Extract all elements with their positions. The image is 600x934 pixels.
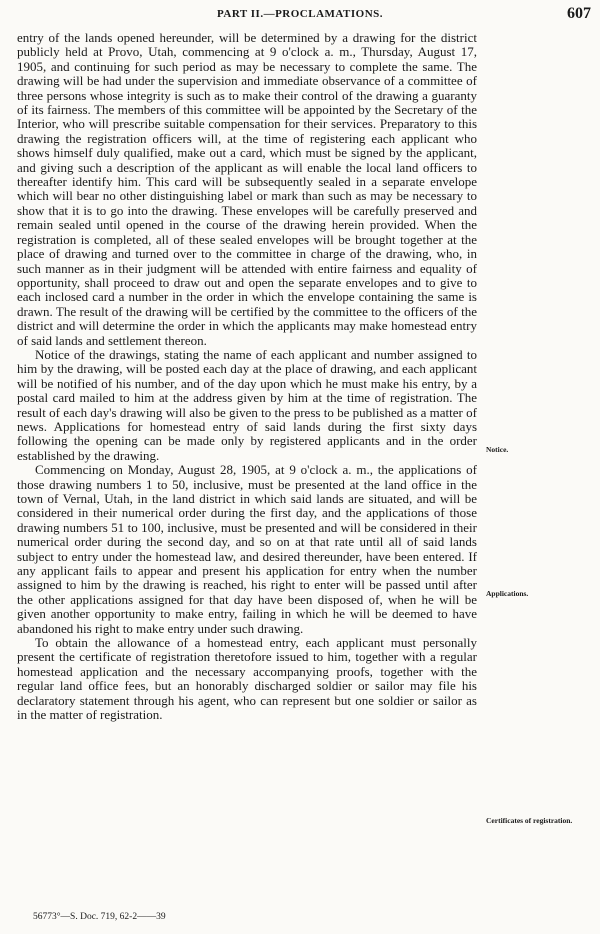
page-header bbox=[0, 5, 600, 28]
margin-note-notice: Notice. bbox=[486, 445, 509, 454]
paragraph-drawing: entry of the lands opened hereunder, will be determined by a drawing for the district publicly held at Provo, Utah, commencing at 9 o'clock a. m., Thursday, August 17, 1905, and continuing for such period as may be necessary to complete the same. The drawing will be had under the supervision and immediate observance of a committee of three persons whose integrity is such as to make their control of the drawing a guaranty of its fairness. The members of this committee will be appointed by the Secretary of the Interior, who will prescribe suitable compensation for their services. Preparatory to this drawing the registration officers will, at the time of registering each applicant who shows himself duly qualified, make out a card, which must be signed by the applicant, and giving such a description of the applicant as will enable the local land officers to thereafter identify him. This card will be subsequently sealed in a separate envelope which will bear no other distinguishing label or mark than such as may be necessary to show that it is to go into the drawing. These envelopes will be carefully preserved and remain sealed until opened in the course of the drawing herein provided. When the registration is completed, all of these sealed envelopes will be brought together at the place of drawing and turned over to the committee in charge of the drawing, who, in such manner as in their judgment will be attended with entire fairness and equality of opportunity, shall proceed to draw out and open the separate envelopes and to give to each inclosed card a number in the order in which the envelope containing the same is drawn. The result of the drawing will be certified by the committee to the officers of the district and will determine the order in which the applicants may make homestead entry of said lands and settlement thereon. bbox=[17, 30, 477, 348]
signature-mark: 56773°—S. Doc. 719, 62-2——39 bbox=[33, 912, 166, 922]
page-number: 607 bbox=[567, 5, 591, 22]
paragraph-certificates: To obtain the allowance of a homestead entry, each applicant must personally present the certificate of registration theretofore issued to him, together with a regular homestead application and the necessary accompanying proofs, together with the regular land office fees, but an honorably discharged soldier or sailor may file his declaratory statement through his agent, who can represent but one soldier or sailor as in the matter of registration. bbox=[17, 635, 477, 723]
body-text bbox=[17, 31, 477, 723]
running-title: PART II.—PROCLAMATIONS. bbox=[216, 8, 384, 20]
paragraph-applications: Commencing on Monday, August 28, 1905, at 9 o'clock a. m., the applications of those drawing numbers 1 to 50, inclusive, must be presented at the land office in the town of Vernal, Utah, in the land district in which said lands are situated, and will be considered in their numerical order during the first day, and the applications of those drawing numbers 51 to 100, inclusive, must be presented and will be considered in their numerical order during the second day, and so on at that rate until all of said lands subject to entry under the homestead law, and desired thereunder, have been entered. If any applicant fails to appear and present his application for entry when the number assigned to him by the drawing is reached, his right to enter will be passed until after the other applications assigned for that day have been disposed of, when he will be given another opportunity to make entry, failing in which he will be deemed to have abandoned his right to make entry under such drawing. bbox=[17, 462, 477, 636]
paragraph-notice: Notice of the drawings, stating the name of each applicant and number assigned to him by the drawing, will be posted each day at the place of drawing, and each applicant will be notified of his number, and of the day upon which he must make his entry, by a postal card mailed to him at the address given by him at the time of registration. The result of each day's drawing will also be given to the press to be published as a matter of news. Applications for homestead entry of said lands during the first sixty days following the opening can be made only by registered applicants and in the order established by the drawing. bbox=[17, 346, 477, 463]
margin-note-certificates: Certificates of registration. bbox=[486, 816, 573, 825]
margin-note-applications: Applications. bbox=[486, 589, 529, 598]
